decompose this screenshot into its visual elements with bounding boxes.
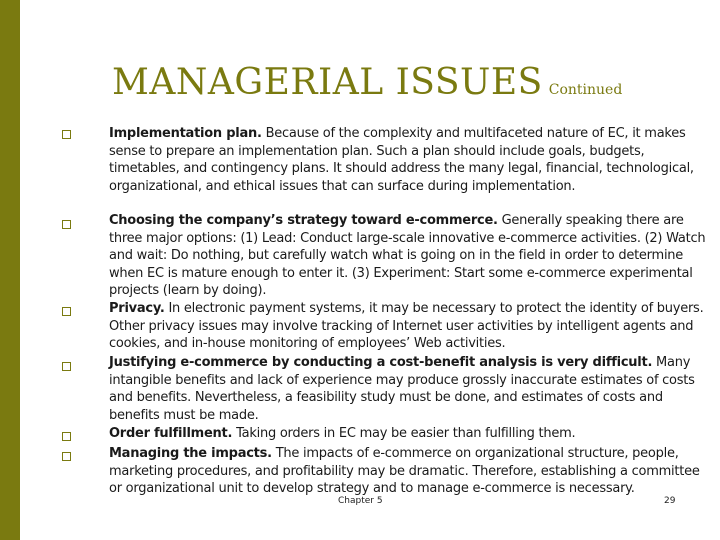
list-item-managing-impacts — [109, 445, 713, 498]
footer-page-number: 29 — [664, 496, 676, 506]
item-body: Because of the complexity and multifaceted nature of EC, it makes sense to prepare an implementation plan. Such a plan should include goals, budgets, timetables, and contingency plans. It should address the many legal, financial, technological, organizational, and ethical issues that can surface during implementation. — [109, 126, 694, 194]
item-body: Many intangible benefits and lack of experience may produce grossly inaccurate estimates of costs and benefits. Nevertheless, a feasibility study must be done, and estimates of costs and benefits must be made. — [109, 355, 695, 423]
list-item-implementation — [109, 125, 713, 195]
list-item-order-fulfillment — [109, 425, 713, 443]
item-body: Generally speaking there are three major options: (1) Lead: Conduct large-scale innovative e-commerce activities. (2) Watch and wait: Do nothing, but carefully watch what is going on in the field in order to determine when EC is mature enough to enter it. (3) Experiment: Start some e-commerce experimental projects (learn by doing). — [109, 213, 706, 298]
slide-title — [112, 62, 622, 103]
item-heading: Justifying e-commerce by conducting a cost-benefit analysis is very difficult. — [109, 355, 653, 370]
bullet-icon — [62, 432, 71, 441]
bullet-icon — [62, 130, 71, 139]
list-item-strategy — [109, 212, 713, 300]
bullet-icon — [62, 307, 71, 316]
item-heading: Managing the impacts. — [109, 446, 272, 461]
bullet-icon — [62, 452, 71, 461]
title-text: MANAGERIAL ISSUES — [112, 62, 543, 103]
bullet-icon — [62, 362, 71, 371]
item-heading: Implementation plan. — [109, 126, 262, 141]
sidebar-accent-bar — [0, 0, 20, 540]
list-item-cost-benefit — [109, 354, 713, 424]
item-heading: Choosing the company’s strategy toward e-commerce. — [109, 213, 498, 228]
item-body: Taking orders in EC may be easier than fulfilling them. — [236, 426, 576, 441]
bullet-icon — [62, 220, 71, 229]
item-heading: Order fulfillment. — [109, 426, 233, 441]
item-heading: Privacy. — [109, 301, 165, 316]
item-body: The impacts of e-commerce on organizational structure, people, marketing procedures, and profitability may be dramatic. Therefore, establishing a committee or organizational unit to develop strategy and to manage e-commerce is necessary. — [109, 446, 700, 496]
list-item-privacy — [109, 300, 713, 353]
footer-chapter: Chapter 5 — [338, 496, 383, 506]
item-body: In electronic payment systems, it may be necessary to protect the identity of buyers. Other privacy issues may involve tracking of Internet user activities by intelligent agents and cookies, and in-house monitoring of employees’ Web activities. — [109, 301, 704, 351]
title-continued: Continued — [548, 82, 623, 98]
